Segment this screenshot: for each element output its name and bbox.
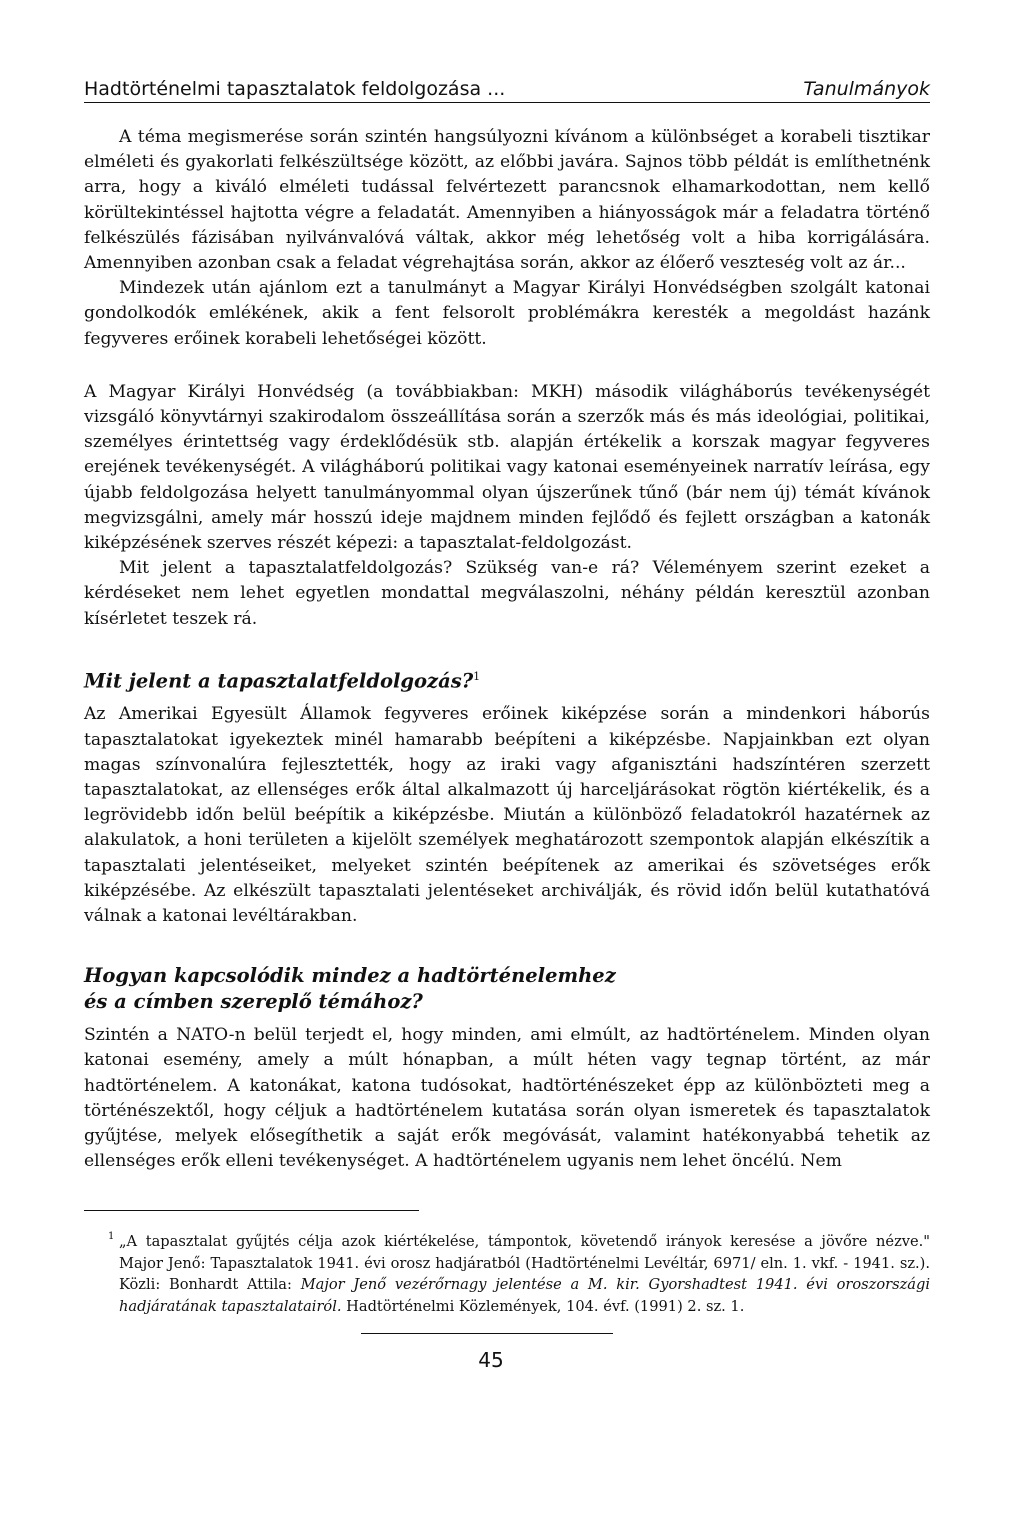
footnote (84, 1231, 930, 1317)
body-paragraph: A Magyar Királyi Honvédség (a továbbiakban: MKH) második világháborús tevékenységét vizsgáló könyvtárnyi szakirodalom összeállítása során a szerzők más és más ideológiai, politikai, személyes érintettség vagy érdeklődésük stb. alapján értékelik a korszak magyar fegyveres erejének tevékenységét. A világháború politikai vagy katonai eseményeinek narratív leírása, egy újabb feldolgozása helyett tanulmányommal olyan újszerűnek tűnő (bár nem új) témát kívánok megvizsgálni, amely már hosszú ideje majdnem minden fejlődő és fejlett országban a katonák kiképzésének szerves részét képezi: a tapasztalat-feldolgozást. (84, 381, 930, 554)
page-number-divider (361, 1333, 613, 1334)
footnote-ref[interactable]: 1 (473, 669, 481, 683)
section-heading-line: Hogyan kapcsolódik mindez a hadtörténelemhez (84, 964, 616, 988)
section-heading-text: Mit jelent a tapasztalatfeldolgozás? (84, 669, 474, 693)
page-number: 45 (478, 1348, 504, 1373)
running-header (84, 78, 930, 103)
header-title: Hadtörténelmi tapasztalatok feldolgozása ... (84, 78, 506, 100)
body-paragraph: Szintén a NATO-n belül terjedt el, hogy minden, ami elmúlt, az hadtörténelem. Minden olyan katonai esemény, amely a múlt hónapban, a múlt héten vagy tegnap történt, az már hadtörténelem. A katonákat, katona tudósokat, hadtörténészeket épp az különbözteti meg a történészektől, hogy céljuk a hadtörténelem kutatása során olyan ismeretek és tapasztalatok gyűjtése, melyek elősegíthetik a saját erők megóvását, valamint hatékonyabbá tehetik az ellenséges erők elleni tevékenységet. A hadtörténelem ugyanis nem lehet öncélú. Nem (84, 1025, 930, 1172)
intro-paragraph: A téma megismerése során szintén hangsúlyozni kívánom a különbséget a korabeli tisztikar elméleti és gyakorlati felkészültsége között, az előbbi javára. Sajnos több példát is említhetnénk arra, hogy a kiváló elméleti tudással felvértezett parancsnok elhamarkodottan, nem kellő körültekintéssel hajtotta végre a feladatát. Amennyiben a hiányosságok már a feladatra történő felkészülés fázisában nyilvánvalóvá váltak, akkor még lehetőség volt a hiba korrigálására. Amennyiben azonban csak a feladat végrehajtása során, akkor az élőerő veszteség volt az ár... (84, 127, 930, 274)
footnote-cited-title: Major Jenő vezérőrnagy jelentése a M. kir. Gyorshadtest 1941. évi oroszországi hadjáratának tapasztalatairól. (119, 1276, 931, 1315)
body-paragraph: Az Amerikai Egyesült Államok fegyveres erőinek kiképzése során a mindenkori háborús tapasztalatokat igyekeztek minél hamarabb beépíteni a kiképzésbe. Napjainkban ezt olyan magas színvonalúra fejlesztették, hogy az iraki vagy afganisztáni hadszíntéren szerzett tapasztalatokat, az ellenséges erők által alkalmazott új harceljárásokat rögtön kiértékelik, és a legrövidebb időn belül beépítik a kiképzésbe. Miután a különböző feladatokról hazatérnek az alakulatok, a honi területen a kijelölt személyek meghatározott szempontok alapján elkészítik a tapasztalati jelentéseiket, melyeket szintén beépítenek az amerikai és szövetséges erők kiképzésébe. Az elkészült tapasztalati jelentéseket archiválják, és rövid időn belül kutathatóvá válnak a katonai levéltárakban. (84, 704, 930, 926)
header-section: Tanulmányok (803, 78, 930, 100)
body-paragraph: Mit jelent a tapasztalatfeldolgozás? Szükség van-e rá? Véleményem szerint ezeket a kérdéseket nem lehet egyetlen mondattal megválaszolni, néhány példán keresztül azonban kísérletet teszek rá. (84, 558, 930, 629)
footnote-text: „A tapasztalat gyűjtés célja azok kiértékelése, támpontok, követendő irányok keresése a jövőre nézve." Major Jenő: Tapasztalatok 1941. évi orosz hadjáratból (Hadtörténelmi Levéltár, 6971/ eln. 1. vkf. - 1941. sz.). Közli: Bonhardt Attila: (119, 1233, 930, 1294)
intro-block (84, 125, 930, 352)
footnote-divider (84, 1210, 419, 1211)
section-heading-line: és a címben szereplő témához? (84, 990, 423, 1014)
section-heading (84, 664, 930, 695)
main-block (84, 380, 930, 632)
intro-paragraph: Mindezek után ajánlom ezt a tanulmányt a Magyar Királyi Honvédségben szolgált katonai gondolkodók emlékének, akik a fent felsorolt problémákra keresték a megoldást hazánk fegyveres erőinek korabeli lehetőségei között. (84, 278, 930, 349)
page (84, 78, 930, 1372)
section-heading (84, 963, 930, 1015)
footnote-text-end: Hadtörténelmi Közlemények, 104. évf. (1991) 2. sz. 1. (341, 1297, 745, 1315)
footnote-mark: 1 (108, 1231, 115, 1243)
